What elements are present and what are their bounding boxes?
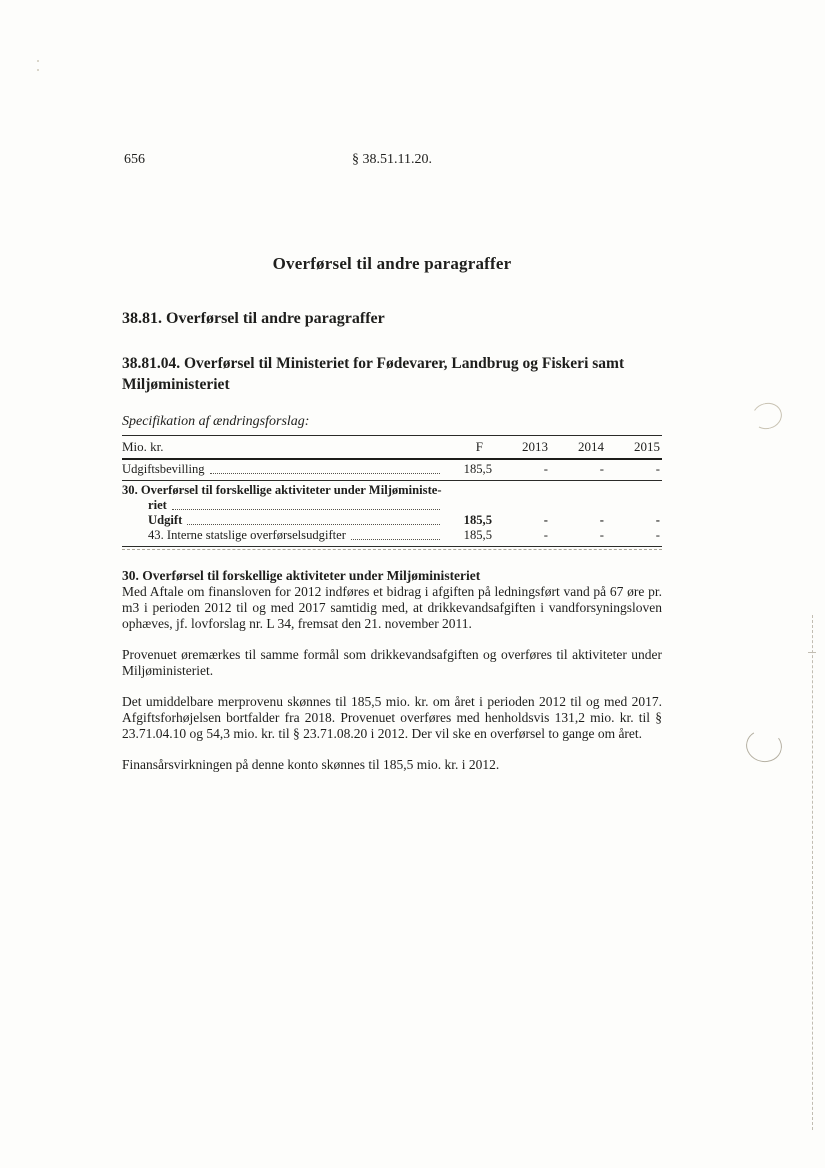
paragraph: Det umiddelbare merprovenu skønnes til 185,5 mio. kr. om året i perioden 2012 til og med 2017. Afgiftsforhøjelsen bortfalder fra 2018. Provenuet overføres med henholdsvis 131,2 mio. kr. til § 23.71.04.10 og 54,3 mio. kr. til § 23.71.08.20 i 2012. Der vil ske en overførsel to gange om året. <box>122 693 662 741</box>
row-value-2015: - <box>655 527 660 542</box>
body-section-heading: 30. Overførsel til forskellige aktiviteter under Miljøministeriet <box>122 567 481 583</box>
row-value-2015: - <box>655 461 660 476</box>
table-col-header-2013: 2013 <box>522 438 548 454</box>
scan-speck <box>37 60 39 62</box>
dot-leader <box>187 524 440 525</box>
subsection-heading: 38.81.04. Overførsel til Ministeriet for Fødevarer, Landbrug og Fiskeri samt Miljøministeriet <box>122 355 625 393</box>
table-header-row <box>122 436 662 460</box>
table-col-header-2015: 2015 <box>634 438 660 454</box>
table-col-header-2014: 2014 <box>578 438 604 454</box>
paragraph: Provenuet øremærkes til samme formål som drikkevandsafgiften og overføres til aktiviteter under Miljøministeriet. <box>122 646 662 678</box>
dot-leader <box>351 539 440 540</box>
section-heading: 38.81. Overførsel til andre paragraffer <box>122 310 385 327</box>
row-value-2014: - <box>599 512 604 527</box>
scan-circle-mark <box>749 400 785 433</box>
table-caption: Specifikation af ændringsforslag: <box>122 413 310 429</box>
row-value-f: 185,5 <box>463 461 492 476</box>
table-row-30-line2 <box>122 498 662 513</box>
row-value-f: 185,5 <box>463 512 492 527</box>
row-label: 43. Interne statslige overførselsudgifter <box>148 527 346 542</box>
row-label: riet <box>148 497 167 512</box>
scan-circle-mark <box>743 727 785 766</box>
table-row-43-interne <box>122 528 662 547</box>
row-value-f: 185,5 <box>463 527 492 542</box>
row-label: Udgiftsbevilling <box>122 461 205 476</box>
spec-table <box>122 435 662 550</box>
table-col-header-f: F <box>475 438 483 454</box>
page-number: 656 <box>124 152 145 167</box>
paragraph: Finansårsvirkningen på denne konto skønnes til 185,5 mio. kr. i 2012. <box>122 756 500 772</box>
row-label-cell <box>122 498 448 513</box>
table-row-udgiftsbevilling <box>122 460 662 481</box>
row-value-2013: - <box>543 527 548 542</box>
row-label-cell <box>122 513 448 528</box>
dot-leader <box>172 509 440 510</box>
row-label-cell <box>122 462 448 477</box>
table-row-30-line1: 30. Overførsel til forskellige aktiviteter under Miljøministe- <box>122 482 442 497</box>
body-text <box>122 568 662 773</box>
running-head <box>122 152 662 168</box>
table-unit-label: Mio. kr. <box>122 438 164 454</box>
table-row-udgift <box>122 513 662 528</box>
chapter-heading: Overførsel til andre paragraffer <box>272 254 512 273</box>
scan-dashed-line <box>812 615 813 1130</box>
row-value-2013: - <box>543 512 548 527</box>
row-label: Udgift <box>148 512 183 527</box>
table-bottom-rule <box>122 549 662 550</box>
paragraph: Med Aftale om finansloven for 2012 indføres et bidrag i afgiften på ledningsført vand på 67 øre pr. m3 i perioden 2012 til og med 2017 samtidig med, at drikkevandsafgiften i vandforsyningsloven ophæves, jf. lovforslag nr. L 34, fremsat den 21. november 2011. <box>122 583 662 631</box>
row-value-2015: - <box>655 512 660 527</box>
page-content <box>122 0 662 773</box>
scan-dash-mark <box>808 652 816 653</box>
row-value-2014: - <box>599 527 604 542</box>
row-value-2013: - <box>543 461 548 476</box>
row-value-2014: - <box>599 461 604 476</box>
row-label-cell <box>122 528 448 543</box>
running-header-paragraph-ref: § 38.51.11.20. <box>352 152 432 167</box>
dot-leader <box>210 473 440 474</box>
